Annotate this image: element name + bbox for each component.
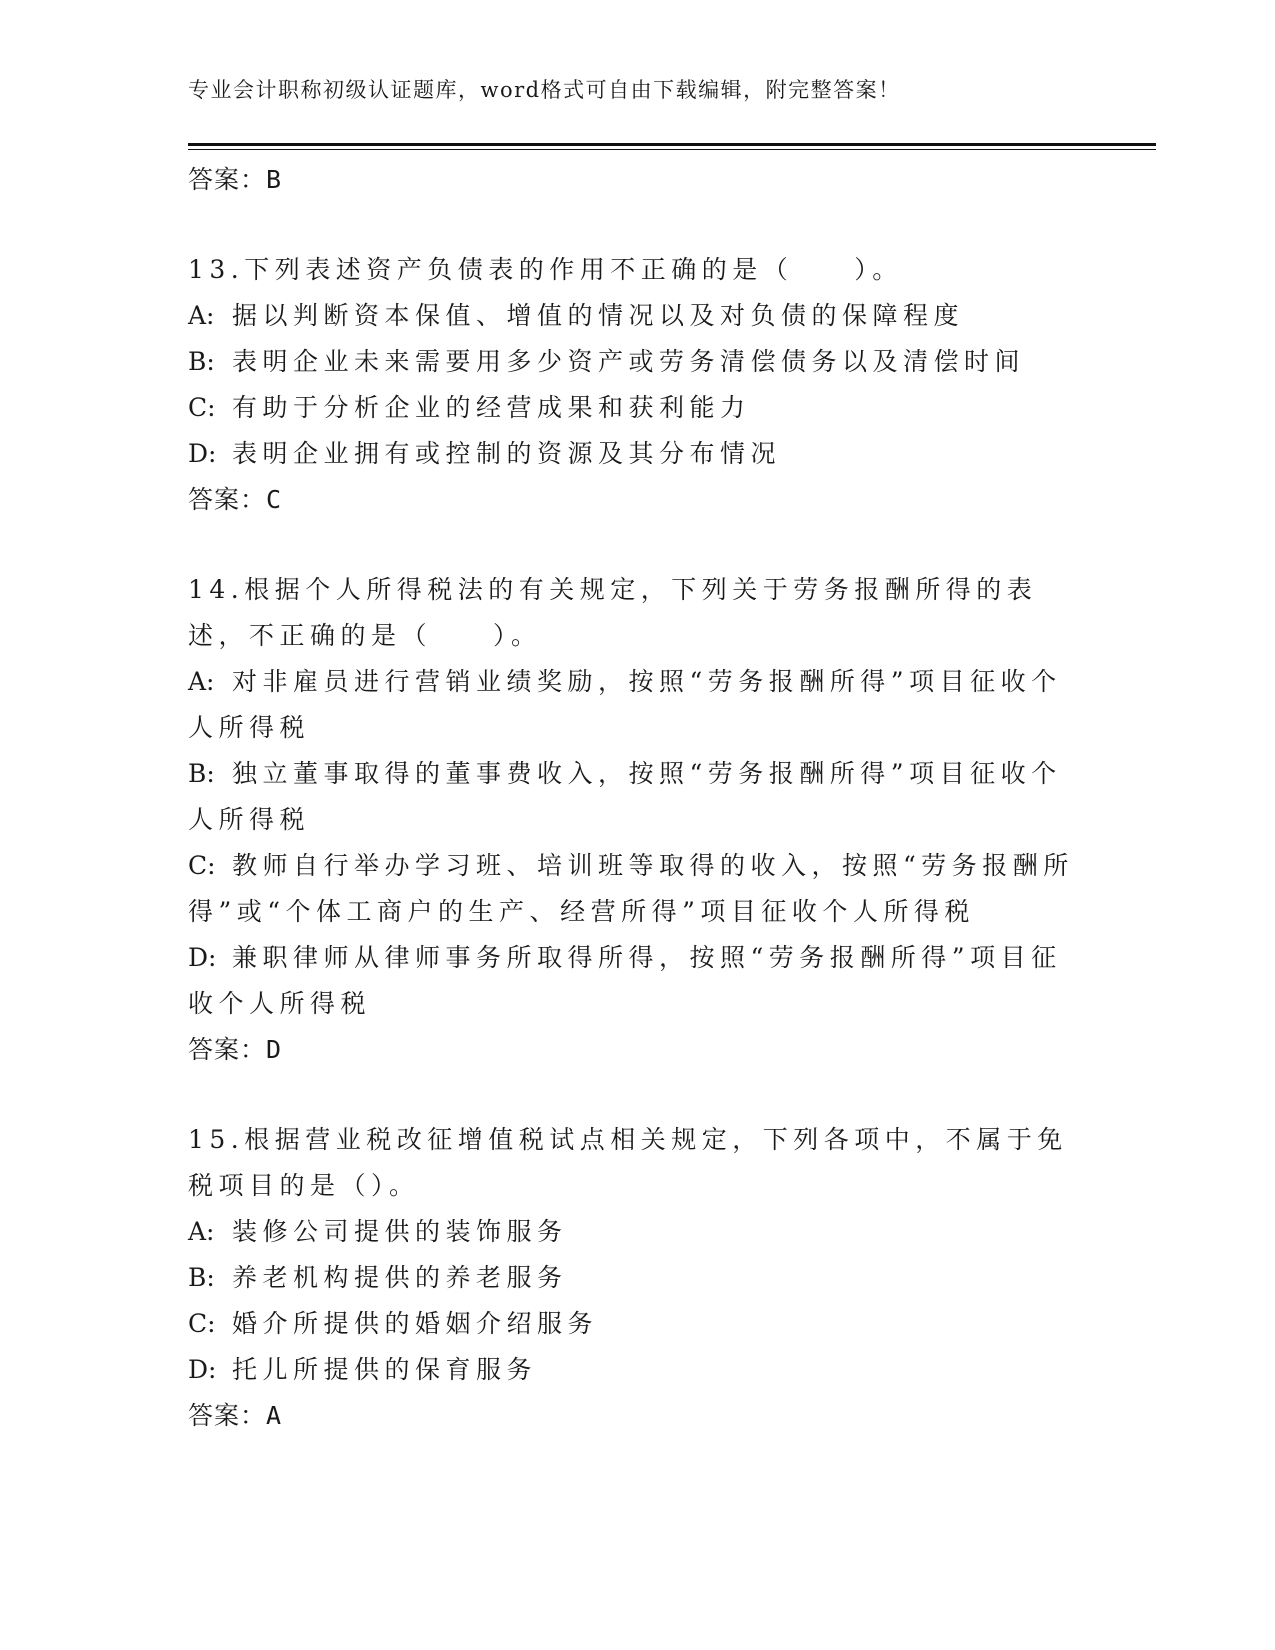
option-text: 兼职律师从律师事务所取得所得，按照“劳务报酬所得”项目征收个人所得税 (188, 943, 1062, 1018)
header-rule-thin (188, 149, 1156, 150)
answer-label: 答案： (188, 165, 267, 194)
option-key: B: (188, 347, 215, 376)
question-stem: 15.根据营业税改征增值税试点相关规定，下列各项中，不属于免税项目的是（）。 (188, 1125, 1068, 1200)
option-text: 教师自行举办学习班、培训班等取得的收入，按照“劳务报酬所得”或“个体工商户的生产、经营所得”项目征收个人所得税 (188, 851, 1074, 926)
answer-value: D (266, 1035, 283, 1064)
option-text: 有助于分析企业的经营成果和获利能力 (232, 393, 751, 422)
option-key: D: (188, 439, 217, 468)
answer-label: 答案： (188, 485, 267, 514)
option-key: B: (188, 1263, 215, 1292)
option-key: A: (188, 1217, 215, 1246)
option-key: C: (188, 393, 216, 422)
option-key: C: (188, 1309, 216, 1338)
answer-label: 答案： (188, 1401, 267, 1430)
option-key: B: (188, 759, 215, 788)
option-key: D: (188, 1355, 217, 1384)
option-text: 表明企业拥有或控制的资源及其分布情况 (232, 439, 782, 468)
option-key: A: (188, 667, 215, 696)
option-text: 装修公司提供的装饰服务 (232, 1217, 568, 1246)
option-key: A: (188, 301, 215, 330)
option-a (188, 293, 1088, 339)
option-d (188, 935, 1088, 1027)
question-14 (188, 567, 1088, 1073)
document-content (188, 157, 1088, 1439)
header-rule-thick (188, 143, 1156, 146)
answer-value: B (266, 165, 283, 194)
option-key: C: (188, 851, 216, 880)
option-c (188, 385, 1088, 431)
question-stem: 14.根据个人所得税法的有关规定，下列关于劳务报酬所得的表述，不正确的是（ ）。 (188, 575, 1038, 650)
option-a (188, 659, 1088, 751)
answer-value: A (266, 1401, 283, 1430)
option-text: 婚介所提供的婚姻介绍服务 (232, 1309, 599, 1338)
option-d (188, 431, 1088, 477)
option-text: 独立董事取得的董事费收入，按照“劳务报酬所得”项目征收个人所得税 (188, 759, 1062, 834)
answer-label: 答案： (188, 1035, 267, 1064)
option-key: D: (188, 943, 217, 972)
question-answer (188, 477, 1088, 523)
question-stem: 13.下列表述资产负债表的作用不正确的是（ ）。 (188, 255, 903, 284)
question-15 (188, 1117, 1088, 1439)
question-answer (188, 1027, 1088, 1073)
option-a (188, 1209, 1088, 1255)
option-c (188, 1301, 1088, 1347)
option-text: 托儿所提供的保育服务 (232, 1355, 538, 1384)
page-header: 专业会计职称初级认证题库，word格式可自由下载编辑，附完整答案！ (188, 78, 901, 102)
question-13 (188, 247, 1088, 523)
option-text: 表明企业未来需要用多少资产或劳务清偿债务以及清偿时间 (232, 347, 1026, 376)
option-c (188, 843, 1088, 935)
option-b (188, 339, 1088, 385)
option-b (188, 1255, 1088, 1301)
previous-answer (188, 157, 1088, 203)
option-b (188, 751, 1088, 843)
question-answer (188, 1393, 1088, 1439)
option-text: 对非雇员进行营销业绩奖励，按照“劳务报酬所得”项目征收个人所得税 (188, 667, 1062, 742)
option-d (188, 1347, 1088, 1393)
option-text: 养老机构提供的养老服务 (232, 1263, 568, 1292)
answer-value: C (266, 485, 283, 514)
option-text: 据以判断资本保值、增值的情况以及对负债的保障程度 (232, 301, 965, 330)
